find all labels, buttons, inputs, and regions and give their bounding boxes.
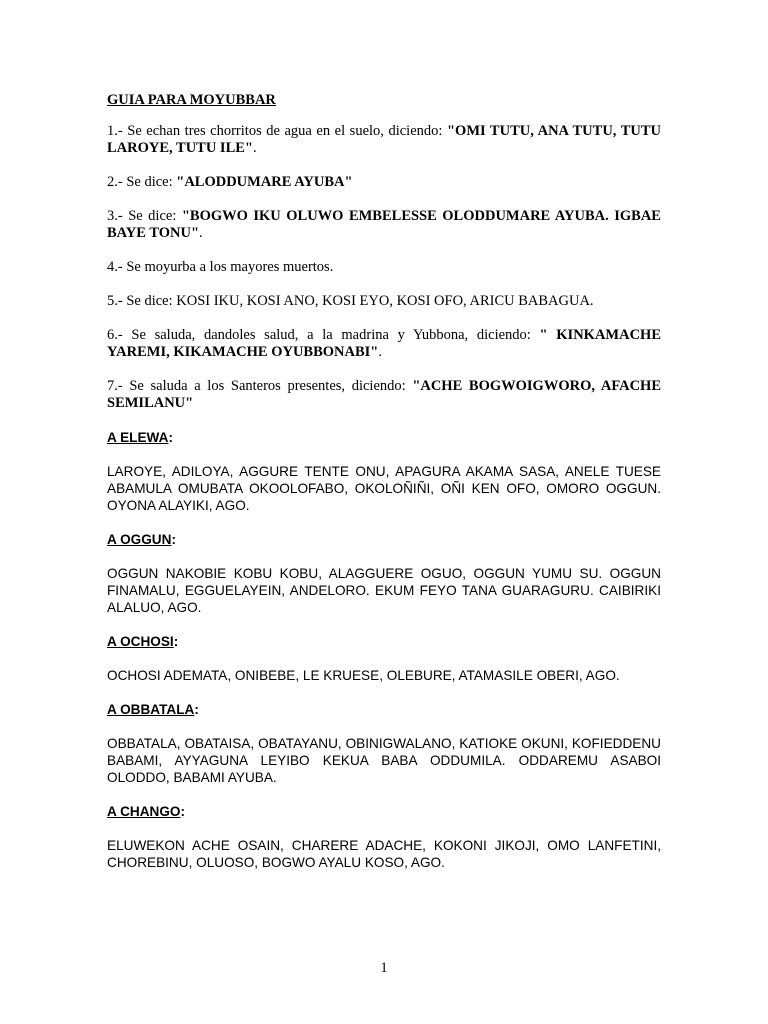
section-text-obbatala: OBBATALA, OBATAISA, OBATAYANU, OBINIGWALANO, KATIOKE OKUNI, KOFIEDDENU BABAMI, AYYAGUNA LEYIBO KEKUA BABA ODDUMILA. ODDAREMU ASABOI OLODDO, BABAMI AYUBA. bbox=[107, 736, 661, 785]
section-heading-obbatala-colon: : bbox=[194, 702, 199, 717]
section-text-oggun: OGGUN NAKOBIE KOBU KOBU, ALAGGUERE OGUO, OGGUN YUMU SU. OGGUN FINAMALU, EGGUELAYEIN, ANDELORO. EKUM FEYO TANA GUARAGURU. CAIBIRIKI ALALUO, AGO. bbox=[107, 566, 661, 615]
step-1-text: 1.- Se echan tres chorritos de agua en el suelo, diciendo: bbox=[107, 123, 447, 139]
section-heading-elewa-label: A ELEWA bbox=[107, 430, 169, 445]
step-3-text: 3.- Se dice: bbox=[107, 208, 182, 224]
section-heading-chango-colon: : bbox=[180, 804, 186, 819]
section-text-chango: ELUWEKON ACHE OSAIN, CHARERE ADACHE, KOKONI JIKOJI, OMO LANFETINI, CHOREBINU, OLUOSO, BOGWO AYALU KOSO, AGO. bbox=[107, 838, 661, 870]
step-7-invocation: "ACHE BOGWOIGWORO, AFACHE SEMILANU" bbox=[107, 378, 661, 411]
step-6-suffix: . bbox=[378, 344, 382, 360]
document-title: GUIA PARA MOYUBBAR bbox=[107, 92, 276, 108]
step-1-suffix: . bbox=[252, 140, 257, 156]
step-3-invocation: "BOGWO IKU OLUWO EMBELESSE OLODDUMARE AYUBA. IGBAE BAYE TONU" bbox=[107, 208, 661, 241]
step-6-invocation: " KINKAMACHE YAREMI, KIKAMACHE OYUBBONABI" bbox=[107, 327, 661, 360]
section-heading-obbatala-label: A OBBATALA bbox=[107, 702, 195, 717]
section-heading-obbatala bbox=[107, 701, 661, 718]
step-7 bbox=[107, 378, 661, 412]
page-number: 1 bbox=[380, 960, 388, 976]
step-2 bbox=[107, 174, 661, 191]
section-heading-ochosi bbox=[107, 633, 661, 650]
step-7-text: 7.- Se saluda a los Santeros presentes, diciendo: bbox=[107, 378, 413, 394]
step-6-text: 6.- Se saluda, dandoles salud, a la madrina y Yubbona, diciendo: bbox=[107, 327, 540, 343]
step-4: 4.- Se moyurba a los mayores muertos. bbox=[107, 259, 334, 275]
step-2-invocation: "ALODDUMARE AYUBA" bbox=[176, 174, 353, 190]
step-5: 5.- Se dice: KOSI IKU, KOSI ANO, KOSI EYO, KOSI OFO, ARICU BABAGUA. bbox=[107, 293, 594, 309]
section-text-elewa: LAROYE, ADILOYA, AGGURE TENTE ONU, APAGURA AKAMA SASA, ANELE TUESE ABAMULA OMUBATA OKOOLOFABO, OKOLOÑIÑI, OÑI KEN OFO, OMORO OGGUN. OYONA ALAYIKI, AGO. bbox=[107, 464, 661, 513]
step-1 bbox=[107, 123, 661, 157]
section-heading-oggun-label: A OGGUN bbox=[107, 532, 172, 547]
section-heading-ochosi-colon: : bbox=[173, 634, 179, 649]
section-heading-chango-label: A CHANGO bbox=[107, 804, 181, 819]
step-6 bbox=[107, 327, 661, 361]
step-1-invocation: "OMI TUTU, ANA TUTU, TUTU LAROYE, TUTU ILE" bbox=[107, 123, 661, 156]
step-3 bbox=[107, 208, 661, 242]
step-3-suffix: . bbox=[199, 225, 203, 241]
section-text-ochosi: OCHOSI ADEMATA, ONIBEBE, LE KRUESE, OLEBURE, ATAMASILE OBERI, AGO. bbox=[107, 668, 620, 683]
section-heading-elewa-colon: : bbox=[168, 430, 173, 445]
step-2-text: 2.- Se dice: bbox=[107, 174, 177, 190]
section-heading-oggun-colon: : bbox=[171, 532, 176, 547]
section-heading-chango bbox=[107, 803, 661, 820]
section-heading-elewa bbox=[107, 429, 661, 446]
section-heading-oggun bbox=[107, 531, 661, 548]
section-heading-ochosi-label: A OCHOSI bbox=[107, 634, 174, 649]
document-body bbox=[107, 92, 661, 888]
